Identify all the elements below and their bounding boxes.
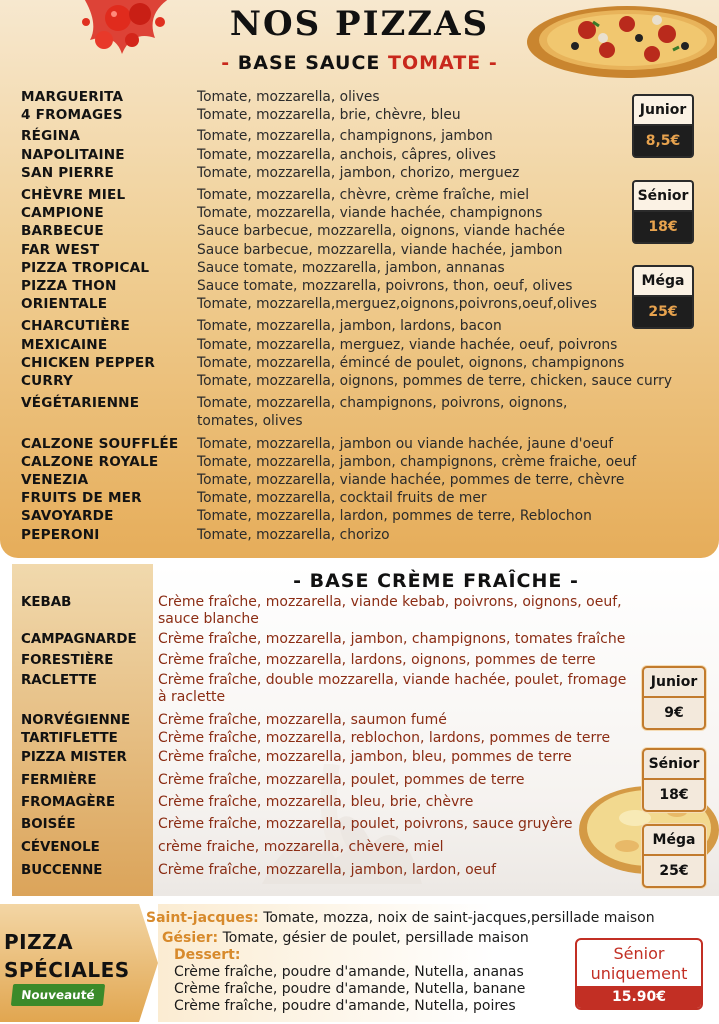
specials-price-box: Sénior uniquement 15.90€ <box>575 938 703 1010</box>
price-mega-tomato: Méga 25€ <box>632 265 694 329</box>
list-item: 4 FROMAGES Tomate, mozzarella, brie, chèvre, bleu <box>21 107 461 124</box>
price-junior-tomato: Junior 8,5€ <box>632 94 694 158</box>
list-item: Saint-jacques: Tomate, mozza, noix de saint-jacques,persillade maison <box>146 910 655 926</box>
list-item: PIZZA TROPICAL Sauce tomate, mozzarella, jambon, annanas <box>21 259 505 276</box>
list-item: ORIENTALE Tomate, mozzarella,merguez,oignons,poivrons,oeuf,olives <box>21 296 597 313</box>
price-senior-tomato: Sénior 18€ <box>632 180 694 244</box>
page-title: NOS PIZZAS <box>229 4 490 44</box>
list-item: CHARCUTIÈRE Tomate, mozzarella, jambon, lardons, bacon <box>21 318 502 335</box>
list-item: Crème fraîche, poudre d'amande, Nutella, poires <box>174 998 516 1014</box>
list-item: FAR WEST Sauce barbecue, mozzarella, viande hachée, jambon <box>21 241 563 258</box>
list-item: CALZONE SOUFFLÉE Tomate, mozzarella, jambon ou viande hachée, jaune d'oeuf <box>21 435 614 452</box>
list-item: FERMIÈRE Crème fraîche, mozzarella, poulet, pommes de terre <box>21 771 525 788</box>
list-item: SAVOYARDE Tomate, mozzarella, lardon, pommes de terre, Reblochon <box>21 508 592 525</box>
list-item: RACLETTE Crème fraîche, double mozzarella, viande hachée, poulet, fromage à raclette <box>21 671 627 706</box>
list-item: FRUITS DE MER Tomate, mozzarella, cocktail fruits de mer <box>21 490 487 507</box>
list-item: Crème fraîche, poudre d'amande, Nutella, banane <box>174 981 526 997</box>
list-item: PIZZA MISTER Crème fraîche, mozzarella, jambon, bleu, pommes de terre <box>21 749 572 766</box>
dessert-label: Dessert: <box>174 947 241 963</box>
list-item: CURRY Tomate, mozzarella, oignons, pommes de terre, chicken, sauce curry <box>21 373 673 390</box>
list-item: PIZZA THON Sauce tomate, mozzarella, poivrons, thon, oeuf, olives <box>21 278 573 295</box>
list-item: RÉGINA Tomate, mozzarella, champignons, jambon <box>21 128 493 145</box>
list-item: SAN PIERRE Tomate, mozzarella, jambon, chorizo, merguez <box>21 164 520 181</box>
tomato-pizza-list <box>21 88 719 544</box>
new-badge: Nouveauté <box>11 984 105 1006</box>
list-item: TARTIFLETTE Crème fraîche, mozzarella, reblochon, lardons, pommes de terre <box>21 729 611 746</box>
list-item: MEXICAINE Tomate, mozzarella, merguez, viande hachée, oeuf, poivrons <box>21 336 618 353</box>
price-mega-cream: Méga 25€ <box>642 824 706 888</box>
list-item: CALZONE ROYALE Tomate, mozzarella, jambon, champignons, crème fraiche, oeuf <box>21 453 637 470</box>
list-item: BOISÉE Crème fraîche, mozzarella, poulet, poivrons, sauce gruyère <box>21 816 573 833</box>
list-item: Gésier: Tomate, gésier de poulet, persillade maison <box>162 930 529 946</box>
cream-section <box>12 564 719 896</box>
list-item: BUCCENNE Crème fraîche, mozzarella, jambon, lardon, oeuf <box>21 862 497 879</box>
list-item: CÉVENOLE crème fraiche, mozzarella, chèvere, miel <box>21 838 444 855</box>
list-item: Crème fraîche, poudre d'amande, Nutella, ananas <box>174 964 524 980</box>
list-item: BARBECUE Sauce barbecue, mozzarella, oignons, viande hachée <box>21 223 565 240</box>
section-title-cream: - BASE CRÈME FRAÎCHE - <box>293 570 579 592</box>
list-item: CHICKEN PEPPER Tomate, mozzarella, émincé de poulet, oignons, champignons <box>21 354 625 371</box>
list-item: NORVÉGIENNE Crème fraîche, mozzarella, saumon fumé <box>21 712 447 729</box>
list-item: VÉGÉTARIENNE Tomate, mozzarella, champignons, poivrons, oignons, tomates, olives <box>21 395 568 430</box>
list-item: FROMAGÈRE Crème fraîche, mozzarella, bleu, brie, chèvre <box>21 794 474 811</box>
section-subtitle-tomato: - BASE SAUCE TOMATE - <box>221 52 498 74</box>
list-item: CHÈVRE MIEL Tomate, mozzarella, chèvre, crème fraîche, miel <box>21 187 530 204</box>
list-item: NAPOLITAINE Tomate, mozzarella, anchois, câpres, olives <box>21 146 496 163</box>
list-item: KEBAB Crème fraîche, mozzarella, viande kebab, poivrons, oignons, oeuf, sauce blanche <box>21 594 622 628</box>
price-junior-cream: Junior 9€ <box>642 666 706 730</box>
list-item: CAMPAGNARDE Crème fraîche, mozzarella, jambon, champignons, tomates fraîche <box>21 630 626 647</box>
list-item: CAMPIONE Tomate, mozzarella, viande hachée, champignons <box>21 205 543 222</box>
list-item: PEPERONI Tomate, mozzarella, chorizo <box>21 526 390 543</box>
list-item: FORESTIÈRE Crème fraîche, mozzarella, lardons, oignons, pommes de terre <box>21 652 596 669</box>
price-senior-cream: Sénior 18€ <box>642 748 706 812</box>
specials-title: PIZZA SPÉCIALES <box>4 930 130 982</box>
list-item: VENEZIA Tomate, mozzarella, viande hachée, pommes de terre, chèvre <box>21 472 625 489</box>
list-item: MARGUERITA Tomate, mozzarella, olives <box>21 89 380 105</box>
